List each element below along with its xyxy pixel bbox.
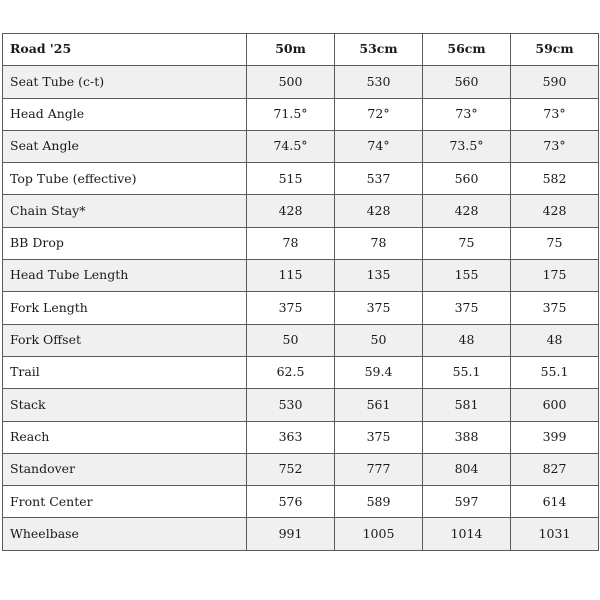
row-label: Standover bbox=[3, 453, 247, 485]
cell-value: 590 bbox=[511, 66, 599, 98]
cell-value: 428 bbox=[247, 195, 335, 227]
table-row bbox=[3, 453, 599, 485]
size-header: 59cm bbox=[511, 34, 599, 66]
cell-value: 72° bbox=[335, 98, 423, 130]
cell-value: 581 bbox=[423, 389, 511, 421]
row-label: Stack bbox=[3, 389, 247, 421]
cell-value: 363 bbox=[247, 421, 335, 453]
cell-value: 600 bbox=[511, 389, 599, 421]
table-row bbox=[3, 66, 599, 98]
cell-value: 375 bbox=[423, 292, 511, 324]
cell-value: 388 bbox=[423, 421, 511, 453]
cell-value: 991 bbox=[247, 518, 335, 550]
cell-value: 73° bbox=[511, 130, 599, 162]
row-label: Trail bbox=[3, 356, 247, 388]
cell-value: 1014 bbox=[423, 518, 511, 550]
cell-value: 115 bbox=[247, 260, 335, 292]
cell-value: 614 bbox=[511, 486, 599, 518]
cell-value: 777 bbox=[335, 453, 423, 485]
table-row bbox=[3, 356, 599, 388]
cell-value: 74° bbox=[335, 130, 423, 162]
cell-value: 50 bbox=[335, 324, 423, 356]
row-label: BB Drop bbox=[3, 227, 247, 259]
cell-value: 50 bbox=[247, 324, 335, 356]
cell-value: 530 bbox=[335, 66, 423, 98]
cell-value: 75 bbox=[423, 227, 511, 259]
table-row bbox=[3, 324, 599, 356]
cell-value: 530 bbox=[247, 389, 335, 421]
table-row bbox=[3, 227, 599, 259]
row-label: Fork Offset bbox=[3, 324, 247, 356]
cell-value: 375 bbox=[335, 292, 423, 324]
cell-value: 428 bbox=[335, 195, 423, 227]
row-label: Top Tube (effective) bbox=[3, 163, 247, 195]
table-row bbox=[3, 292, 599, 324]
cell-value: 73° bbox=[423, 98, 511, 130]
cell-value: 75 bbox=[511, 227, 599, 259]
row-label: Head Angle bbox=[3, 98, 247, 130]
size-header: 50m bbox=[247, 34, 335, 66]
cell-value: 515 bbox=[247, 163, 335, 195]
cell-value: 73° bbox=[511, 98, 599, 130]
table-row bbox=[3, 130, 599, 162]
table-row bbox=[3, 518, 599, 550]
cell-value: 752 bbox=[247, 453, 335, 485]
cell-value: 135 bbox=[335, 260, 423, 292]
cell-value: 589 bbox=[335, 486, 423, 518]
table-row bbox=[3, 486, 599, 518]
cell-value: 582 bbox=[511, 163, 599, 195]
cell-value: 78 bbox=[335, 227, 423, 259]
geometry-table bbox=[2, 33, 599, 551]
cell-value: 71.5° bbox=[247, 98, 335, 130]
cell-value: 560 bbox=[423, 163, 511, 195]
row-label: Chain Stay* bbox=[3, 195, 247, 227]
cell-value: 597 bbox=[423, 486, 511, 518]
cell-value: 1005 bbox=[335, 518, 423, 550]
table-row bbox=[3, 195, 599, 227]
corner-label: Road '25 bbox=[3, 34, 247, 66]
cell-value: 73.5° bbox=[423, 130, 511, 162]
cell-value: 55.1 bbox=[511, 356, 599, 388]
cell-value: 155 bbox=[423, 260, 511, 292]
cell-value: 55.1 bbox=[423, 356, 511, 388]
row-label: Seat Tube (c-t) bbox=[3, 66, 247, 98]
table-row bbox=[3, 163, 599, 195]
cell-value: 428 bbox=[423, 195, 511, 227]
row-label: Wheelbase bbox=[3, 518, 247, 550]
cell-value: 1031 bbox=[511, 518, 599, 550]
row-label: Seat Angle bbox=[3, 130, 247, 162]
cell-value: 175 bbox=[511, 260, 599, 292]
cell-value: 375 bbox=[511, 292, 599, 324]
header-row bbox=[3, 34, 599, 66]
cell-value: 48 bbox=[423, 324, 511, 356]
cell-value: 48 bbox=[511, 324, 599, 356]
size-header: 53cm bbox=[335, 34, 423, 66]
row-label: Front Center bbox=[3, 486, 247, 518]
cell-value: 537 bbox=[335, 163, 423, 195]
row-label: Reach bbox=[3, 421, 247, 453]
cell-value: 78 bbox=[247, 227, 335, 259]
table-row bbox=[3, 389, 599, 421]
cell-value: 560 bbox=[423, 66, 511, 98]
table-row bbox=[3, 421, 599, 453]
cell-value: 375 bbox=[247, 292, 335, 324]
cell-value: 804 bbox=[423, 453, 511, 485]
cell-value: 561 bbox=[335, 389, 423, 421]
cell-value: 827 bbox=[511, 453, 599, 485]
row-label: Fork Length bbox=[3, 292, 247, 324]
cell-value: 428 bbox=[511, 195, 599, 227]
cell-value: 500 bbox=[247, 66, 335, 98]
cell-value: 62.5 bbox=[247, 356, 335, 388]
cell-value: 576 bbox=[247, 486, 335, 518]
table-row bbox=[3, 98, 599, 130]
table-row bbox=[3, 260, 599, 292]
cell-value: 74.5° bbox=[247, 130, 335, 162]
size-header: 56cm bbox=[423, 34, 511, 66]
cell-value: 375 bbox=[335, 421, 423, 453]
cell-value: 59.4 bbox=[335, 356, 423, 388]
cell-value: 399 bbox=[511, 421, 599, 453]
table-body bbox=[3, 66, 599, 550]
row-label: Head Tube Length bbox=[3, 260, 247, 292]
